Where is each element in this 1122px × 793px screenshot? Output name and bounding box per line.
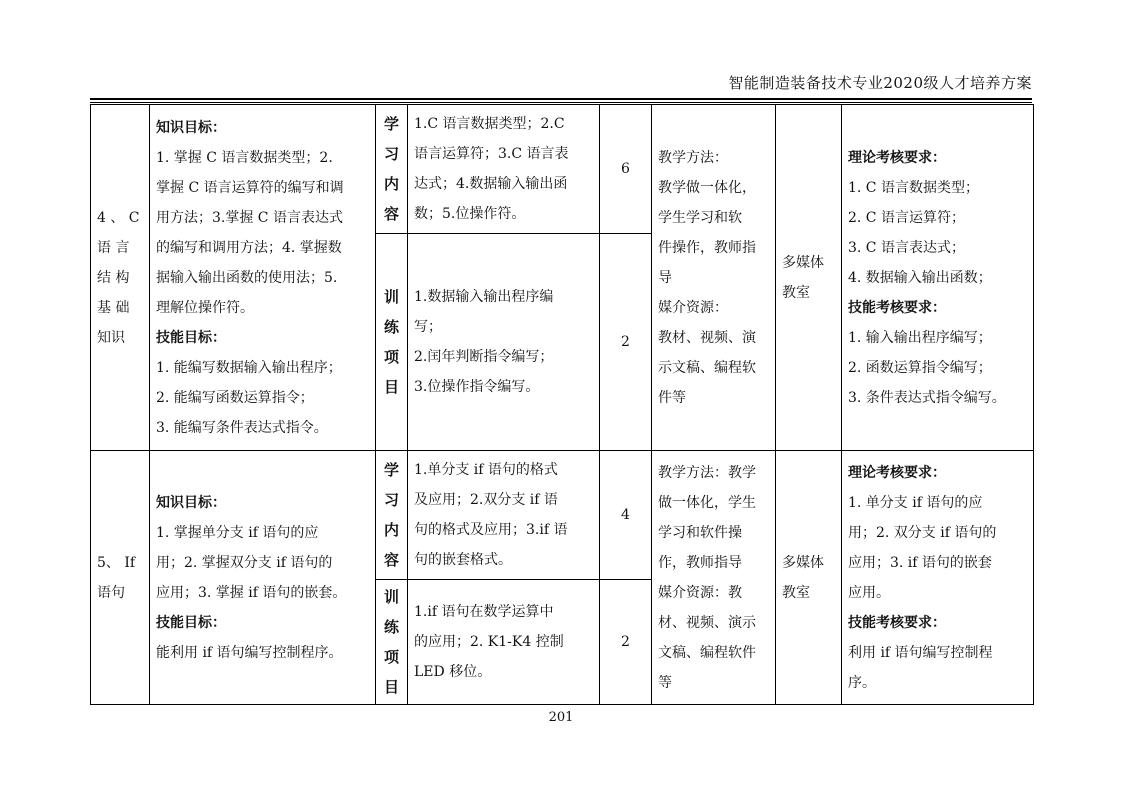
label-char: 容: [383, 551, 399, 569]
objective-line: 技能目标：: [156, 614, 226, 631]
learn-content-label: [376, 451, 408, 580]
objective-line: 2. 能编写函数运算指令；: [156, 389, 314, 406]
content-line: 2.闰年判断指令编写；: [414, 349, 554, 365]
method-line: 作，教师指导: [658, 554, 742, 571]
venue-line: 多媒体: [782, 254, 824, 271]
document-header-title: 智能制造装备技术专业2020级人才培养方案: [728, 74, 1032, 92]
learn-hours-cell: 4: [600, 451, 652, 580]
venue-cell: [776, 451, 842, 705]
venue-line: 教室: [782, 584, 810, 601]
method-line: 件等: [658, 389, 686, 406]
objective-line: 知识目标：: [156, 119, 226, 136]
content-line: 数；5.位操作符。: [414, 206, 526, 222]
header-rule: [90, 98, 1032, 100]
objectives-cell: [150, 105, 376, 451]
venue-line: 多媒体: [782, 554, 824, 571]
content-line: 句的嵌套格式。: [414, 552, 512, 568]
objective-line: 3. 能编写条件表达式指令。: [156, 419, 328, 436]
unit-name-line: 结 构: [97, 269, 130, 286]
unit-name-line: 知识: [97, 329, 125, 346]
unit-name-cell: [91, 451, 150, 705]
header-rule-thin: [90, 102, 1032, 103]
objective-line: 理解位操作符。: [156, 299, 254, 316]
training-project-label: [376, 234, 408, 451]
training-hours-cell: 2: [600, 234, 652, 451]
content-line: 及应用；2.双分支 if 语: [414, 492, 558, 508]
training-hours-cell: 2: [600, 580, 652, 705]
objective-line: 1. 掌握 C 语言数据类型；2.: [156, 149, 333, 166]
label-char: 习: [383, 145, 399, 163]
assessment-line: 理论考核要求：: [848, 464, 946, 481]
content-line: 达式；4.数据输入输出函: [414, 176, 568, 192]
assessment-line: 应用；3. if 语句的嵌套: [848, 554, 992, 571]
venue-cell: [776, 105, 842, 451]
objective-line: 应用；3. 掌握 if 语句的嵌套。: [156, 584, 347, 601]
label-char: 项: [383, 648, 399, 666]
objective-line: 1. 掌握单分支 if 语句的应: [156, 524, 319, 541]
objective-line: 知识目标：: [156, 494, 226, 511]
method-line: 示文稿、编程软: [658, 359, 756, 376]
objective-line: 的编写和调用方法；4. 掌握数: [156, 239, 342, 256]
unit-name-line: 语句: [97, 584, 125, 601]
training-content-cell: [408, 234, 600, 451]
objectives-cell: [150, 451, 376, 705]
method-line: 教学方法：教学: [658, 464, 756, 481]
page-number: 201: [548, 710, 574, 725]
label-char: 内: [383, 175, 399, 193]
venue-line: 教室: [782, 284, 810, 301]
unit-name-cell: [91, 105, 150, 451]
method-line: 件操作，教师指: [658, 239, 756, 256]
unit-name-line: 4 、 C: [97, 209, 140, 226]
objective-line: 掌握 C 语言运算符的编写和调: [156, 179, 344, 196]
assessment-line: 1. 输入输出程序编写；: [848, 329, 992, 346]
assessment-line: 序。: [848, 674, 876, 691]
method-line: 材、视频、演示: [658, 614, 756, 631]
table-row: [91, 105, 1034, 234]
teaching-method-cell: [652, 105, 776, 451]
label-char: 目: [383, 378, 399, 396]
assessment-line: 1. C 语言数据类型；: [848, 179, 979, 196]
assessment-line: 3. C 语言表达式；: [848, 239, 965, 256]
assessment-line: 4. 数据输入输出函数；: [848, 269, 992, 286]
unit-name-line: 5、 If: [97, 554, 136, 571]
unit-name-line: 基 础: [97, 299, 130, 316]
label-char: 训: [383, 588, 399, 606]
assessment-cell: [842, 105, 1034, 451]
content-line: 1.数据输入输出程序编: [414, 289, 554, 305]
assessment-line: 1. 单分支 if 语句的应: [848, 494, 983, 511]
label-char: 学: [383, 115, 399, 133]
method-line: 学生学习和软: [658, 209, 742, 226]
content-line: 语言运算符；3.C 语言表: [414, 146, 569, 162]
assessment-cell: [842, 451, 1034, 705]
learn-hours-cell: 6: [600, 105, 652, 234]
label-char: 练: [383, 618, 399, 636]
method-line: 媒介资源：: [658, 299, 728, 316]
label-char: 学: [383, 461, 399, 479]
table-row: [91, 451, 1034, 580]
training-content-cell: [408, 580, 600, 705]
assessment-line: 利用 if 语句编写控制程: [848, 644, 993, 661]
content-line: 1.C 语言数据类型；2.C: [414, 116, 565, 132]
curriculum-table: [90, 104, 1034, 705]
label-char: 训: [383, 288, 399, 306]
method-line: 文稿、编程软件: [658, 644, 756, 661]
teaching-method-cell: [652, 451, 776, 705]
objective-line: 用方法；3.掌握 C 语言表达式: [156, 209, 343, 226]
method-line: 等: [658, 674, 672, 691]
learn-content-label: [376, 105, 408, 234]
label-char: 目: [383, 678, 399, 696]
learn-content-cell: [408, 451, 600, 580]
assessment-line: 技能考核要求：: [848, 299, 946, 316]
assessment-line: 2. C 语言运算符；: [848, 209, 965, 226]
method-line: 教学做一体化，: [658, 179, 756, 196]
training-project-label: [376, 580, 408, 705]
assessment-line: 用；2. 双分支 if 语句的: [848, 524, 997, 541]
assessment-line: 应用。: [848, 584, 890, 601]
objective-line: 据输入输出函数的使用法；5.: [156, 269, 338, 286]
method-line: 做一体化，学生: [658, 494, 756, 511]
label-char: 项: [383, 348, 399, 366]
label-char: 习: [383, 491, 399, 509]
method-line: 导: [658, 269, 672, 286]
label-char: 内: [383, 521, 399, 539]
method-line: 媒介资源：教: [658, 584, 742, 601]
content-line: 1.单分支 if 语句的格式: [414, 462, 558, 478]
learn-content-cell: [408, 105, 600, 234]
unit-name-line: 语 言: [97, 239, 130, 256]
content-line: 3.位操作指令编写。: [414, 379, 540, 395]
method-line: 教材、视频、演: [658, 329, 756, 346]
objective-line: 用；2. 掌握双分支 if 语句的: [156, 554, 333, 571]
assessment-line: 技能考核要求：: [848, 614, 946, 631]
assessment-line: 理论考核要求：: [848, 149, 946, 166]
objective-line: 1. 能编写数据输入输出程序；: [156, 359, 342, 376]
content-line: LED 移位。: [414, 664, 492, 680]
method-line: 教学方法：: [658, 149, 728, 166]
curriculum-table-body: [91, 105, 1034, 705]
assessment-line: 2. 函数运算指令编写；: [848, 359, 992, 376]
label-char: 练: [383, 318, 399, 336]
content-line: 的应用；2. K1-K4 控制: [414, 634, 564, 650]
label-char: 容: [383, 205, 399, 223]
assessment-line: 3. 条件表达式指令编写。: [848, 389, 1006, 406]
content-line: 1.if 语句在数学运算中: [414, 604, 554, 620]
objective-line: 技能目标：: [156, 329, 226, 346]
content-line: 句的格式及应用；3.if 语: [414, 522, 568, 538]
content-line: 写；: [414, 319, 442, 335]
method-line: 学习和软件操: [658, 524, 742, 541]
objective-line: 能利用 if 语句编写控制程序。: [156, 644, 343, 661]
